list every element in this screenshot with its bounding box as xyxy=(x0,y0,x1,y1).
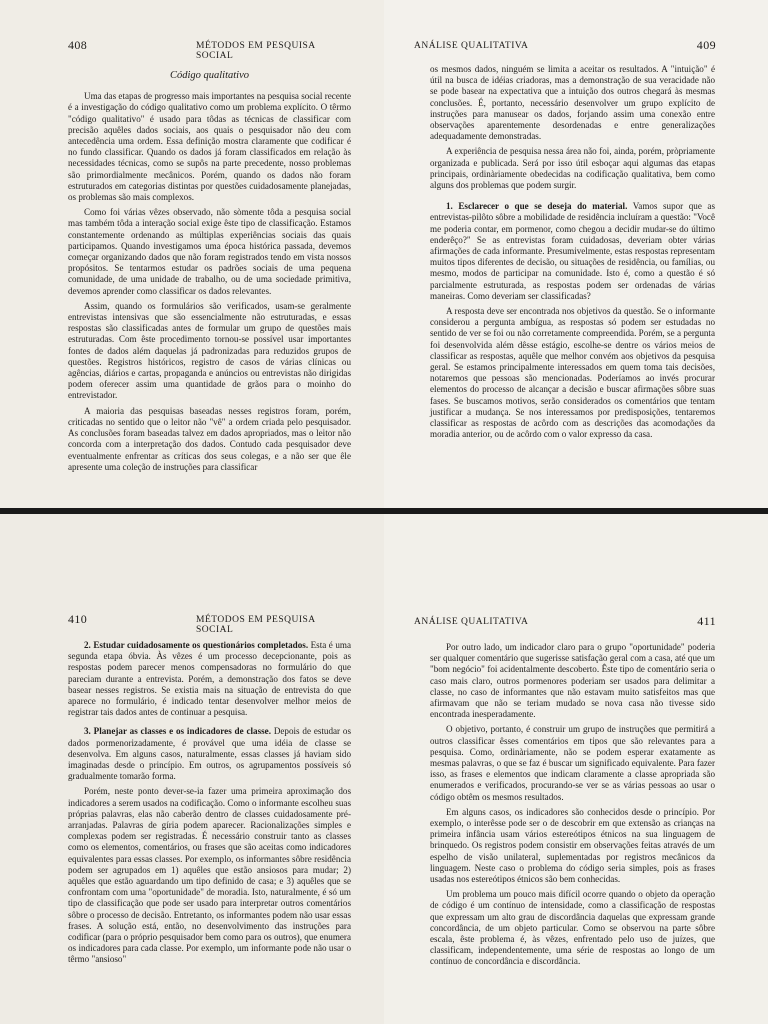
paragraph: 2. Estudar cuidadosamente os questionários completados. Esta é uma segunda etapa óbvia. Às vêzes é um processo decepcionante, pois as respostas podem parecer menos compensadoras no formulário do que pareciam durante a entrevista. Porém, a demonstração dos fatos se deve basear nesses registros. Se existia mais na situação de entrevista do que aparece no formulário, é indicado tentar desenvolver melhor meios de registrar tais dados antes de continuar a pesquisa. xyxy=(68,640,351,718)
paragraph: 3. Planejar as classes e os indicadores de classe. Depois de estudar os dados pormenorizadamente, é provável que uma idéia de classe se desenvolva. Em alguns casos, naturalmente, essas classes já haviam sido imaginadas desde o princípio. Em outros, os agrupamentos possíveis só gradualmente tomarão forma. xyxy=(68,726,351,782)
page-header xyxy=(68,612,354,635)
paragraph: Assim, quando os formulários são verificados, usam-se geralmente entrevistas intensivas que são essencialmente não estruturadas, e essas respostas são classificadas antes de formular um grupo de questões mais estruturadas. Com êste procedimento tornou-se possível usar importantes fontes de dados além daquelas já padronizadas para reduzidos grupos de questões. Registros históricos, registro de casos de várias clínicas ou agências, diários e cartas, propaganda e anúncios ou entrevistas não dirigidas podem oferecer assim uma quantidade de grãos para o moinho do entrevistador. xyxy=(68,300,351,401)
page-411 xyxy=(384,512,768,1024)
section-heading: 3. Planejar as classes e os indicadores de classe. xyxy=(84,726,271,737)
section-title: Código qualitativo xyxy=(169,70,250,81)
page-header xyxy=(414,616,716,632)
page-number: 409 xyxy=(696,38,716,52)
page-header xyxy=(68,38,354,61)
running-head: MÉTODOS EM PESQUISA SOCIAL xyxy=(196,41,316,61)
paragraph: O objetivo, portanto, é construir um grupo de instruções que permitirá a outros classificar êsses comentários em tipos que são relevantes para a pesquisa. Como, ordinàriamente, não se podem esperar exatamente as mesmas palavras, o que se faz é buscar um significado equivalente. Para fazer isso, as frases e elementos que indicam claramente a classe apropriada são enumerados e verificados, procurando-se ver se as várias pessoas ao usar o código obtêm os mesmos resultados. xyxy=(430,724,715,802)
page-number: 411 xyxy=(697,614,716,628)
spread-divider xyxy=(0,508,768,514)
running-head: MÉTODOS EM PESQUISA SOCIAL xyxy=(196,615,316,635)
page-body xyxy=(68,70,351,477)
page-body xyxy=(430,64,715,445)
page-body xyxy=(68,640,351,970)
paragraph: os mesmos dados, ninguém se limita a aceitar os resultados. A "intuição" é útil na busca de idéias criadoras, mas a demonstração de sua veracidade não se pode basear na expectativa que a intuição dos outros chegará às mesmas conclusões. É, portanto, necessário desenvolver um grupo explícito de instruções para manusear os dados, forjando assim uma conexão entre observações aparentemente desordenadas e entre generalizações adequadamente demonstradas. xyxy=(430,64,715,142)
paragraph: Porém, neste ponto dever-se-ia fazer uma primeira aproximação dos indicadores a serem usados na codificação. Como o informante escolheu suas próprias palavras, elas não caberão dentro de classes cuidadosamente pré-arranjadas. Palavras de gíria podem aparecer. Racionalizações simples e complexas podem ser registradas. É necessário construir tanto as classes como os elementos, comentários, ou frases que são aceitas como indicadores equivalentes para essas classes. Por exemplo, os informantes sôbre residência podem ser agrupados em 1) aquêles que estão ansiosos para mudar; 2) aquêles que estão aguardando um tipo definido de casa; e 3) aquêles que se confrontam com uma "oportunidade" de moradia. Isto, naturalmente, é só um tipo de classificação que pode ser usado para interpretar outros comentários sôbre o processo de decisão. Entretanto, os informantes podem não usar essas frases. A solução está, então, no desenvolvimento das instruções para codificar (para o próprio pesquisador bem como para os outros), que enumera os indicadores para cada classe. Por exemplo, um informante pode não usar o têrmo "ansioso" xyxy=(68,786,351,965)
running-head: ANÁLISE QUALITATIVA xyxy=(414,617,529,627)
paragraph: 1. Esclarecer o que se deseja do material. Vamos supor que as entrevistas-pilôto sôbre a mobilidade de residência incluíram a questão: "Você me poderia contar, em pormenor, como chegou a decidir mudar-se do último enderêço?" Se as entrevistas foram cuidadosas, deveriam obter várias afirmações de cada informante. Presumivelmente, estas respostas representam muitos tipos diferentes de decisão, ou situações de residência, ou famílias, ou mesmo, modos de participar na comunidade. Isto é, como a questão é só parcialmente estruturada, as respostas podem ser ordenadas de várias maneiras. Como deveriam ser classificadas? xyxy=(430,201,715,301)
paragraph: Por outro lado, um indicador claro para o grupo "oportunidade" poderia ser qualquer comentário que sugerisse satisfação geral com a casa, até que um "bom negócio" foi acidentalmente descoberto. Êste tipo de comentário seria o caso mais claro, outros pormenores poderiam ser usados para delimitar a classe, no caso de informantes que não estavam muito satisfeitos mas que afirmavam que não se teriam mudado se nova casa não tivesse sido encontrada inesperadamente. xyxy=(430,642,715,720)
paragraph: A maioria das pesquisas baseadas nesses registros foram, porém, criticadas no sentido que o leitor não "vê" a ordem criada pelo pesquisador. As conclusões foram baseadas talvez em dados apropriados, mas o leitor não concorda com a interpretação dos dados. Contudo cada pesquisador deve eventualmente enfrentar as críticas dos seus colegas, e a não ser que êle apresente uma coleção de instruções para classificar xyxy=(68,405,351,472)
page-410 xyxy=(0,512,384,1024)
page-header xyxy=(414,40,716,56)
page-number: 408 xyxy=(68,38,88,52)
page-body xyxy=(430,642,715,972)
page-409 xyxy=(384,0,768,512)
running-head: ANÁLISE QUALITATIVA xyxy=(414,41,529,51)
section-heading: 1. Esclarecer o que se deseja do material. xyxy=(446,201,628,212)
section-heading: 2. Estudar cuidadosamente os questionários completados. xyxy=(84,640,309,650)
paragraph: Em alguns casos, os indicadores são conhecidos desde o princípio. Por exemplo, o interêsse pode ser o de descobrir em que extensão as crianças na primeira infância usam vários estereótipos étnicos na sua linguagem de brinquedo. Os registros podem consistir em observações feitas através de um espelho de visão unilateral, suplementadas por registros mecânicos da linguagem. Neste caso o problema do código seria simples, pois as frases usadas nos estereótipos étnicos são bem conhecidas. xyxy=(430,806,715,885)
paragraph: A resposta deve ser encontrada nos objetivos da questão. Se o informante considerou a pergunta ambígua, as respostas só podem ser estudadas no sentido de ver se foi ou não corretamente compreendida. Porém, se a pergunta foi desenvolvida além dêsse estágio, escolhe-se dentre os vários meios de classificar as respostas, aquêle que melhor convém aos objetivos da pesquisa geral. Se estamos principalmente interessados em quem toma tais decisões, notaremos que pessoas são mencionadas. Poderíamos ao invés procurar elementos do processo de alcançar a decisão e buscar afirmações sôbre suas fases. Se buscamos motivos, serão considerados os comentários que tentam justificar a mudança. Se nos interessamos por predisposições, tentaremos classificar as respostas de acôrdo com as descrições das acomodações da moradia anterior, ou de acôrdo com o valor expresso da casa. xyxy=(430,306,715,440)
paragraph: A experiência de pesquisa nessa área não foi, ainda, porém, pròpriamente organizada e publicada. Será por isso útil esboçar aqui algumas das etapas principais, ordinàriamente obedecidas na codificação qualitativa, bem como alguns dos problemas que podem surgir. xyxy=(430,146,715,191)
page-number: 410 xyxy=(68,612,88,626)
page-408 xyxy=(0,0,384,512)
paragraph: Um problema um pouco mais difícil ocorre quando o objeto da operação de código é um contínuo de intensidade, como a classificação de respostas que expressam um alto grau de discordância daquelas que expressam grande concordância, de um objeto particular. Como se observou na parte sôbre escala, êste problema é, às vêzes, enfrentado pelo uso de juízes, que classificam, independentemente, uma série de respostas ao longo de um contínuo de concordância e discordância. xyxy=(430,889,715,967)
paragraph: Uma das etapas de progresso mais importantes na pesquisa social recente é a investigação do código qualitativo como um problema explícito. O têrmo "código qualitativo" é usado para tôdas as técnicas de classificar com precisão aquêles dados sociais, aos quais o pesquisador não deu com antecedência uma ordem. Essa definição mostra claramente que codificar é no fundo classificar. Quando os dados já foram classificados em relação às necessidades técnicas, como se supôs na parte precedente, nosso problemas são primordialmente mecânicos. Porém, quando os dados não foram estruturados em categorias distintas por questões cuidadosamente planejadas, os problemas são mais complexos. xyxy=(68,91,351,203)
paragraph: Como foi várias vêzes observado, não sòmente tôda a pesquisa social mas também tôda a interação social exige êste tipo de classificação. Estamos constantemente ordenando as múltiplas experiências sociais das quais participamos. Quando investigamos uma época histórica passada, devemos começar organizando dados que não foram registrados tendo em vista nossos propósitos. Se tentarmos estudar os padrões sociais de uma pequena comunidade, de uma unidade de trabalho, ou de uma sociedade primitiva, devemos aprender como classificar os dados relevantes. xyxy=(68,207,351,296)
